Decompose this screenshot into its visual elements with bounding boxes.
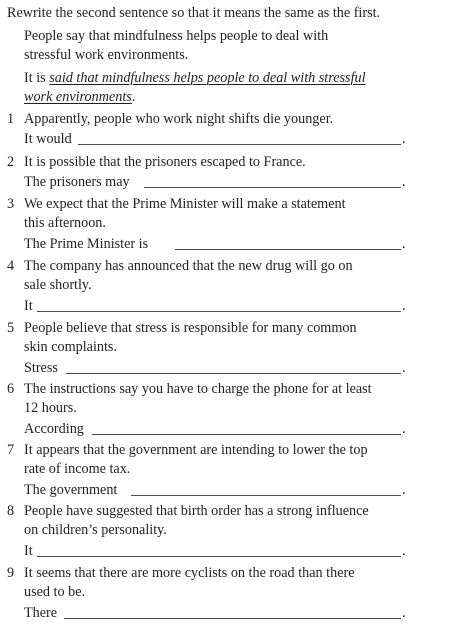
item-stem: It would [24,131,72,147]
end-period: . [402,360,406,376]
item-stem: Stress [24,360,58,376]
item-stem: The prisoners may [24,174,130,190]
instruction-text: Rewrite the second sentence so that it means the same as the first. [7,5,381,21]
item-number: 8 [7,503,15,519]
end-period: . [402,236,406,252]
example-sentence-line-2: stressful work environments. [24,47,189,63]
item-sentence-line: Apparently, people who work night shifts die younger. [24,111,334,127]
answer-blank[interactable] [78,144,401,145]
item-number: 3 [7,196,15,212]
item-stem: It [24,543,33,559]
item-number: 9 [7,565,15,581]
end-period: . [402,298,406,314]
answer-blank[interactable] [175,249,401,250]
answer-blank[interactable] [66,373,401,374]
item-sentence-line: skin complaints. [24,339,118,355]
item-number: 1 [7,111,15,127]
answer-blank[interactable] [37,311,401,312]
item-stem: The Prime Minister is [24,236,149,252]
item-sentence-line: People believe that stress is responsible for many common [24,320,357,336]
end-period: . [402,131,406,147]
answer-blank[interactable] [144,187,401,188]
item-sentence-line: rate of income tax. [24,461,131,477]
answer-blank[interactable] [131,495,401,496]
item-sentence-line: It seems that there are more cyclists on the road than there [24,565,355,581]
item-sentence-line: People have suggested that birth order has a strong influence [24,503,369,519]
item-number: 4 [7,258,15,274]
example-answer-line-1 [24,69,366,89]
item-number: 2 [7,154,15,170]
answer-blank[interactable] [64,618,401,619]
item-number: 6 [7,381,15,397]
item-number: 5 [7,320,15,336]
item-stem: According [24,421,84,437]
example-answer-text-2: work environments [24,89,132,105]
end-period: . [402,174,406,190]
item-sentence-line: 12 hours. [24,400,77,416]
example-answer-end: . [131,89,136,105]
end-period: . [402,605,406,621]
answer-blank[interactable] [92,434,401,435]
item-sentence-line: It is possible that the prisoners escaped to France. [24,154,306,170]
example-answer-prefix: It is [24,70,50,86]
end-period: . [402,421,406,437]
item-sentence-line: The instructions say you have to charge the phone for at least [24,381,372,397]
item-sentence-line: The company has announced that the new drug will go on [24,258,353,274]
item-sentence-line: used to be. [24,584,86,600]
example-sentence-line-1: People say that mindfulness helps people to deal with [24,28,329,44]
item-number: 7 [7,442,15,458]
end-period: . [402,482,406,498]
item-stem: It [24,298,33,314]
item-stem: The government [24,482,118,498]
item-sentence-line: We expect that the Prime Minister will make a statement [24,196,346,212]
example-answer-line-2 [24,88,135,108]
item-sentence-line: this afternoon. [24,215,106,231]
end-period: . [402,543,406,559]
item-sentence-line: on children’s personality. [24,522,167,538]
answer-blank[interactable] [37,556,401,557]
item-sentence-line: sale shortly. [24,277,92,293]
item-stem: There [24,605,58,621]
item-sentence-line: It appears that the government are intending to lower the top [24,442,368,458]
example-answer-text-1: said that mindfulness helps people to deal with stressful [49,70,366,86]
